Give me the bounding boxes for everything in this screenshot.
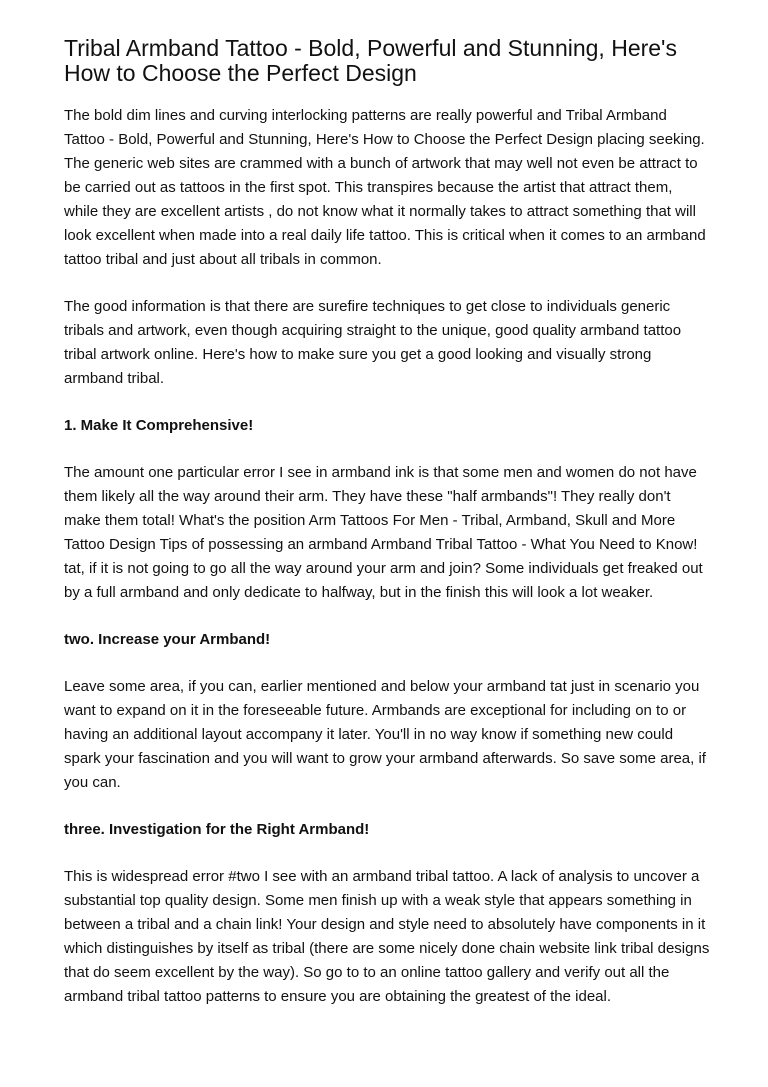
document-page (64, 36, 710, 1032)
intro-paragraph-2: The good information is that there are surefire techniques to get close to individuals generic tribals and artwork, even though acquiring straight to the unique, good quality armband tattoo tribal artwork online. Here's how to make sure you get a good looking and visually strong armband tribal. (64, 298, 682, 387)
document-title: Tribal Armband Tattoo - Bold, Powerful and Stunning, Here's How to Choose the Perfect Design (64, 35, 677, 86)
section-body-3: This is widespread error #two I see with an armband tribal tattoo. A lack of analysis to uncover a substantial top quality design. Some men finish up with a weak style that appears something in between a tribal and a chain link! Your design and style need to absolutely have components in it which distinguishes by itself as tribal (there are some nicely done chain website link tribal designs that do seem excellent by the way). So go to to an online tattoo gallery and verify out all the armband tribal tattoo patterns to ensure you are obtaining the greatest of the ideal. (64, 868, 710, 1005)
intro-paragraph: The bold dim lines and curving interlocking patterns are really powerful and Tribal Armband Tattoo - Bold, Powerful and Stunning, Here's How to Choose the Perfect Design placing seeking. The generic web sites are crammed with a bunch of artwork that may well not even be attract to be carried out as tattoos in the first spot. This transpires because the artist that attract them, while they are excellent artists , do not know what it normally takes to attract something that will look excellent when made into a real daily life tattoo. This is critical when it comes to an armband tattoo tribal and just about all tribals in common. (64, 107, 706, 268)
section-heading-3: three. Investigation for the Right Armband! (64, 821, 370, 838)
section-body-1: The amount one particular error I see in armband ink is that some men and women do not have them likely all the way around their arm. They have these "half armbands"! They really don't make them total! What's the position Arm Tattoos For Men - Tribal, Armband, Skull and More Tattoo Design Tips of possessing an armband Armband Tribal Tattoo - What You Need to Know! tat, if it is not going to go all the way around your arm and join? Some individuals get freaked out by a full armband and only dedicate to halfway, but in the finish this will look a lot weaker. (64, 464, 703, 601)
section-heading-2: two. Increase your Armband! (64, 631, 271, 648)
section-body-2: Leave some area, if you can, earlier mentioned and below your armband tat just in scenario you want to expand on it in the foreseeable future. Armbands are exceptional for including on to or having an additional layout accompany it later. You'll in no way know if something new could spark your fascination and you will want to grow your armband afterwards. So save some area, if you can. (64, 678, 706, 791)
section-heading-1: 1. Make It Comprehensive! (64, 417, 254, 434)
